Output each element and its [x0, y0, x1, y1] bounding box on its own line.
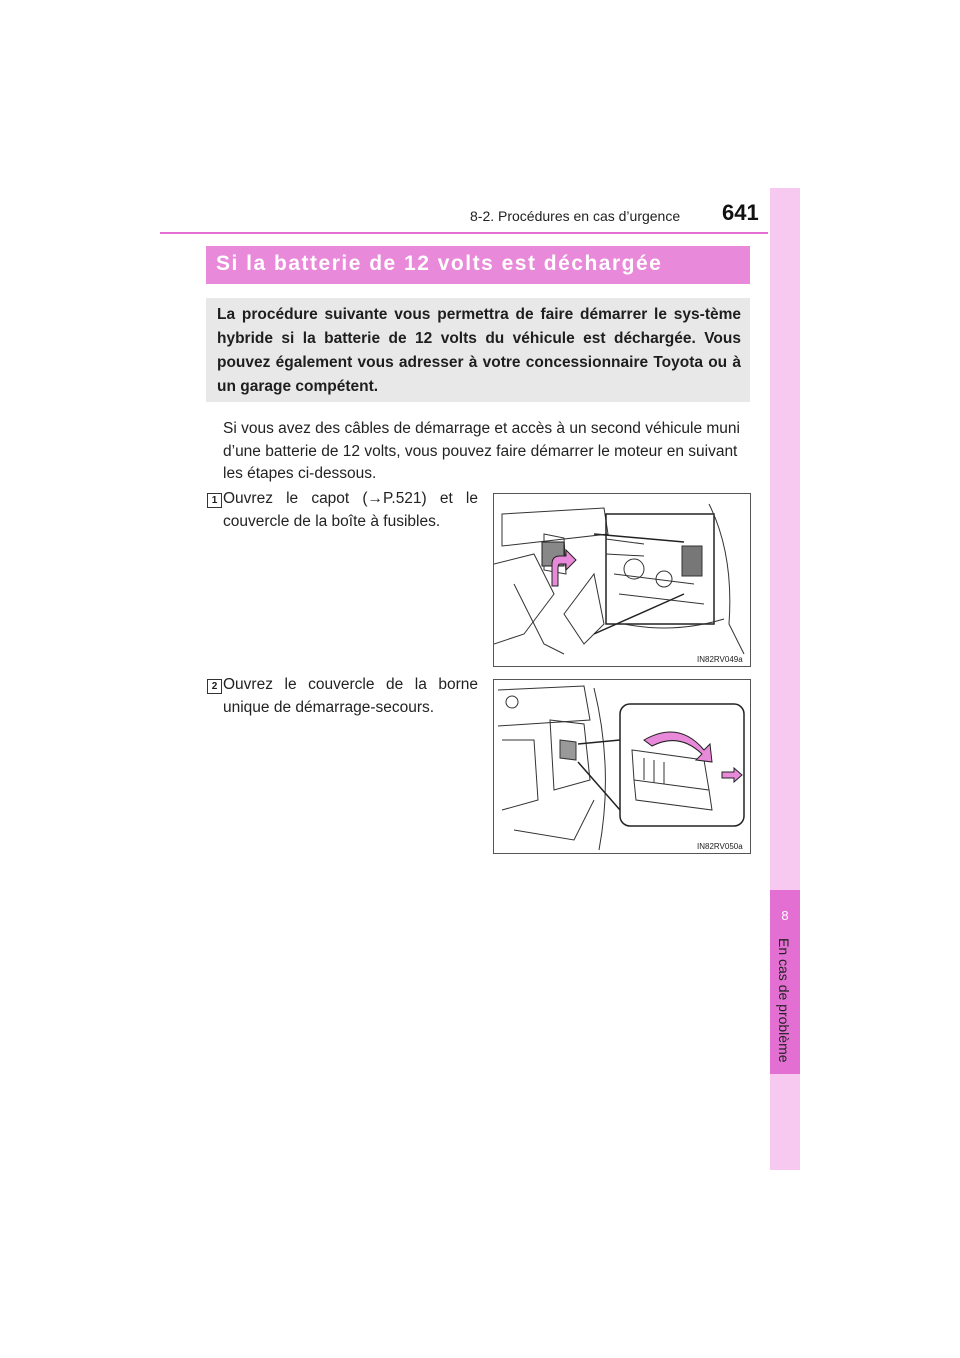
- step-number-badge: 2: [207, 679, 222, 694]
- step-number-badge: 1: [207, 493, 222, 508]
- chapter-number: 8: [781, 908, 789, 923]
- section-title: Si la batterie de 12 volts est déchargée: [216, 252, 663, 275]
- jump-terminal-illustration: [494, 680, 750, 853]
- figure-fuse-box: [493, 493, 751, 667]
- body-paragraph: Si vous avez des câbles de démarrage et accès à un second véhicule muni d’une batterie de 12 volts, vous pouvez faire démarrer le moteur en suivant les étapes ci-dessous.: [223, 420, 740, 482]
- step-text: Ouvrez le couvercle de la borne unique de démarrage-secours.: [223, 676, 478, 716]
- intro-text: La procédure suivante vous permettra de faire démarrer le sys-tème hybride si la batterie de 12 volts du véhicule est déchargée. Vous pouvez également vous adresser à votre concessionnaire Toyota ou à un garage compétent.: [217, 306, 741, 395]
- figure-code: IN82RV050a: [697, 842, 743, 851]
- chapter-label: En cas de problème: [776, 938, 792, 1063]
- step-text: Ouvrez le capot (→P.521) et le couvercle de la boîte à fusibles.: [223, 490, 478, 530]
- running-header: 8-2. Procédures en cas d’urgence: [470, 208, 681, 224]
- figure-jump-terminal: [493, 679, 751, 854]
- fuse-box-illustration: [494, 494, 750, 666]
- header-rule: [160, 232, 768, 234]
- page-number: 641: [722, 200, 759, 225]
- figure-code: IN82RV049a: [697, 655, 743, 664]
